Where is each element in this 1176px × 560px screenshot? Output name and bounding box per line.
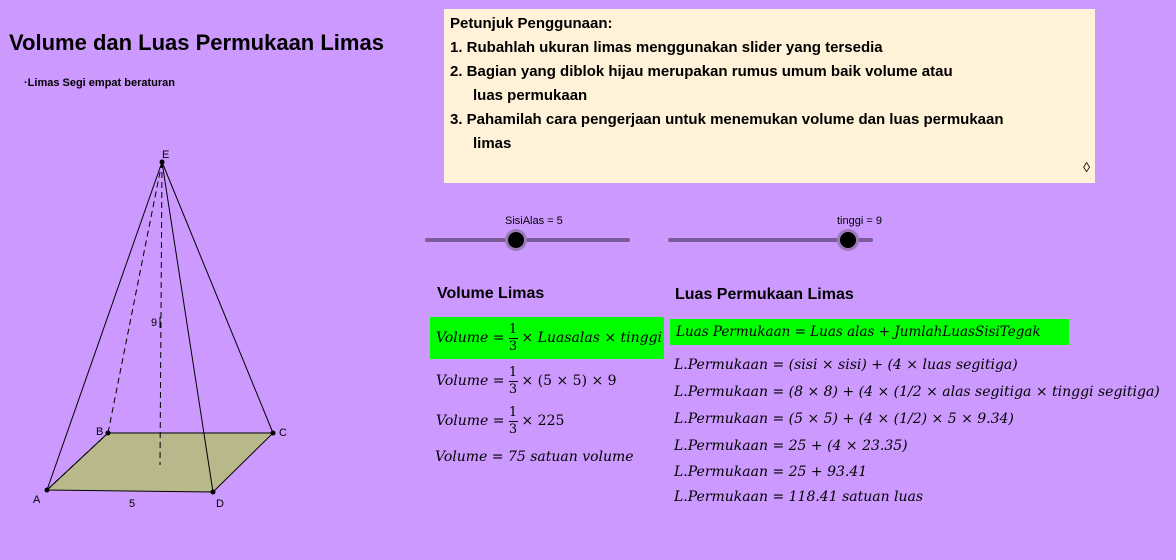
luas-result: L.Permukaan = 118.41 satuan luas [674, 489, 924, 505]
luas-heading: Luas Permukaan Limas [675, 286, 854, 303]
sisi-alas-slider-track[interactable] [425, 238, 630, 242]
volume-f1-fraction [509, 323, 518, 354]
volume-f2-lhs: Volume = [436, 373, 505, 389]
page-title: Volume dan Luas Permukaan Limas [9, 30, 384, 55]
luas-general-formula: Luas Permukaan = Luas alas + JumlahLuasSisiTegak [670, 319, 1069, 345]
label-c: C [279, 427, 287, 439]
edge-e-b [108, 162, 162, 433]
luas-step-5: L.Permukaan = 25 + 93.41 [674, 464, 868, 480]
label-b: B [96, 426, 104, 438]
label-a: A [33, 494, 41, 506]
volume-f1-denominator: 3 [508, 338, 518, 354]
instruction-3-cont: limas [473, 135, 512, 152]
volume-f3-fraction [509, 406, 518, 437]
volume-f1-lhs: Volume = [436, 330, 505, 346]
instruction-2-cont: luas permukaan [473, 87, 588, 104]
volume-f3-numerator: 1 [508, 404, 518, 420]
volume-f3-rhs: × 225 [521, 413, 565, 429]
tinggi-slider-knob[interactable] [840, 232, 856, 248]
base-label: 5 [129, 498, 136, 510]
luas-step-3: L.Permukaan = (5 × 5) + (4 × (1/2) × 5 × 9.34) [674, 411, 1014, 427]
volume-f2-rhs: × (5 × 5) × 9 [521, 373, 617, 389]
volume-f2-fraction [509, 366, 518, 397]
instruction-3: 3. Pahamilah cara pengerjaan untuk menemukan volume dan luas permukaan [450, 111, 1004, 128]
luas-step-2: L.Permukaan = (8 × 8) + (4 × (1/2 × alas segitiga × tinggi segitiga) [674, 384, 1160, 400]
height-label: 9 [151, 317, 158, 329]
volume-heading: Volume Limas [437, 285, 545, 302]
instruction-1: 1. Rubahlah ukuran limas menggunakan slider yang tersedia [450, 39, 883, 56]
sisi-alas-slider-knob[interactable] [508, 232, 524, 248]
point-d[interactable] [211, 490, 216, 495]
instructions-panel [444, 9, 1095, 183]
instruction-2: 2. Bagian yang diblok hijau merupakan rumus umum baik volume atau [450, 63, 953, 80]
volume-formula-step-1 [436, 362, 617, 400]
height-line [160, 162, 162, 465]
volume-f1-rhs: × Luasalas × tinggi [521, 330, 663, 346]
volume-f3-lhs: Volume = [436, 413, 505, 429]
volume-general-formula [430, 317, 664, 359]
tinggi-label: tinggi = 9 [837, 215, 882, 227]
volume-f2-denominator: 3 [508, 381, 518, 397]
point-c[interactable] [271, 431, 276, 436]
instructions-heading: Petunjuk Penggunaan: [450, 15, 613, 32]
luas-step-4: L.Permukaan = 25 + (4 × 23.35) [674, 438, 908, 454]
volume-formula-step-2 [436, 402, 564, 440]
label-d: D [216, 498, 224, 510]
point-b[interactable] [106, 431, 111, 436]
luas-step-1: L.Permukaan = (sisi × sisi) + (4 × luas segitiga) [674, 357, 1018, 373]
point-a[interactable] [45, 488, 50, 493]
label-e: E [162, 149, 170, 161]
edge-e-c [162, 162, 273, 433]
subtitle: ·Limas Segi empat beraturan [24, 77, 175, 89]
volume-result: Volume = 75 satuan volume [435, 449, 634, 465]
volume-f2-numerator: 1 [508, 364, 518, 380]
volume-f1-numerator: 1 [508, 321, 518, 337]
volume-f3-denominator: 3 [508, 421, 518, 437]
toggle-diamond-icon[interactable]: ◊ [1083, 159, 1090, 175]
pyramid-diagram [0, 140, 420, 520]
sisi-alas-label: SisiAlas = 5 [505, 215, 563, 227]
